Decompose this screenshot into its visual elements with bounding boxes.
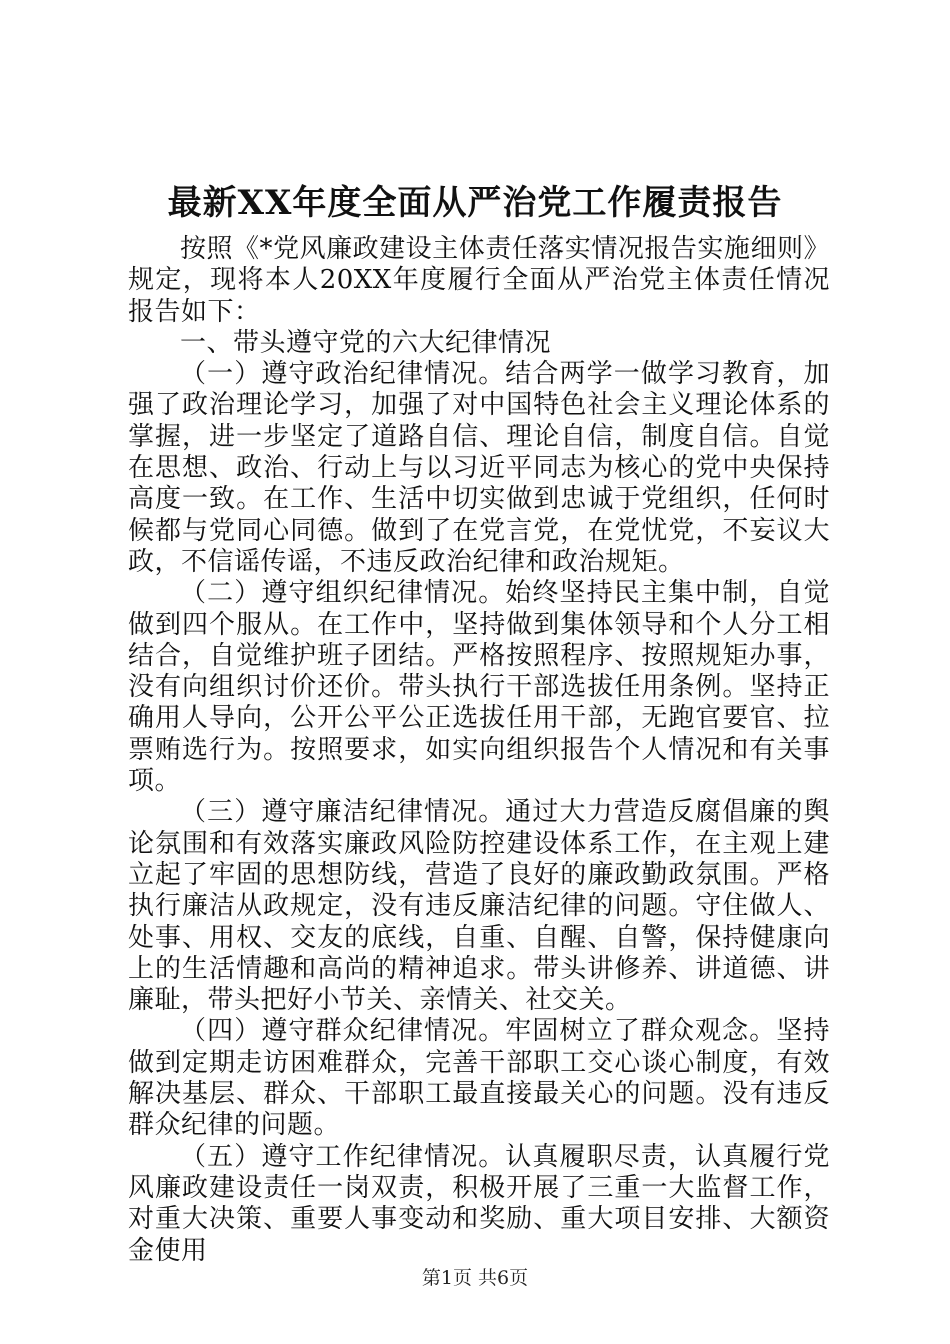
page-footer: 第1页 共6页 (421, 1267, 529, 1289)
paragraph-mass-discipline: （四）遵守群众纪律情况。牢固树立了群众观念。坚持做到定期走访困难群众，完善干部职工交心谈心制度，有效解决基层、群众、干部职工最直接最关心的问题。没有违反群众纪律的问题。 (128, 1016, 830, 1141)
paragraph-integrity-discipline: （三）遵守廉洁纪律情况。通过大力营造反腐倡廉的舆论氛围和有效落实廉政风险防控建设体系工作，在主观上建立起了牢固的思想防线，营造了良好的廉政勤政氛围。严格执行廉洁从政规定，没有违反廉洁纪律的问题。守住做人、处事、用权、交友的底线，自重、自醒、自警，保持健康向上的生活情趣和高尚的精神追求。带头讲修养、讲道德、讲廉耻，带头把好小节关、亲情关、社交关。 (128, 797, 830, 1016)
document-body (128, 234, 830, 1267)
document-title: 最新XX年度全面从严治党工作履责报告 (167, 183, 783, 223)
paragraph-organizational-discipline: （二）遵守组织纪律情况。始终坚持民主集中制，自觉做到四个服从。在工作中，坚持做到集体领导和个人分工相结合，自觉维护班子团结。严格按照程序、按照规矩办事，没有向组织讨价还价。带头执行干部选拔任用条例。坚持正确用人导向，公开公平公正选拔任用干部，无跑官要官、拉票贿选行为。按照要求，如实向组织报告个人情况和有关事项。 (128, 578, 830, 797)
paragraph-political-discipline: （一）遵守政治纪律情况。结合两学一做学习教育，加强了政治理论学习，加强了对中国特色社会主义理论体系的掌握，进一步坚定了道路自信、理论自信，制度自信。自觉在思想、政治、行动上与以习近平同志为核心的党中央保持高度一致。在工作、生活中切实做到忠诚于党组织，任何时候都与党同心同德。做到了在党言党，在党忧党，不妄议大政，不信谣传谣，不违反政治纪律和政治规矩。 (128, 359, 830, 577)
paragraph-intro: 按照《*党风廉政建设主体责任落实情况报告实施细则》规定，现将本人20XX年度履行全面从严治党主体责任情况报告如下： (128, 234, 830, 327)
section-heading: 一、带头遵守党的六大纪律情况 (180, 327, 552, 358)
paragraph-work-discipline: （五）遵守工作纪律情况。认真履职尽责，认真履行党风廉政建设责任一岗双责，积极开展了三重一大监督工作，对重大决策、重要人事变动和奖励、重大项目安排、大额资金使用 (128, 1141, 830, 1266)
